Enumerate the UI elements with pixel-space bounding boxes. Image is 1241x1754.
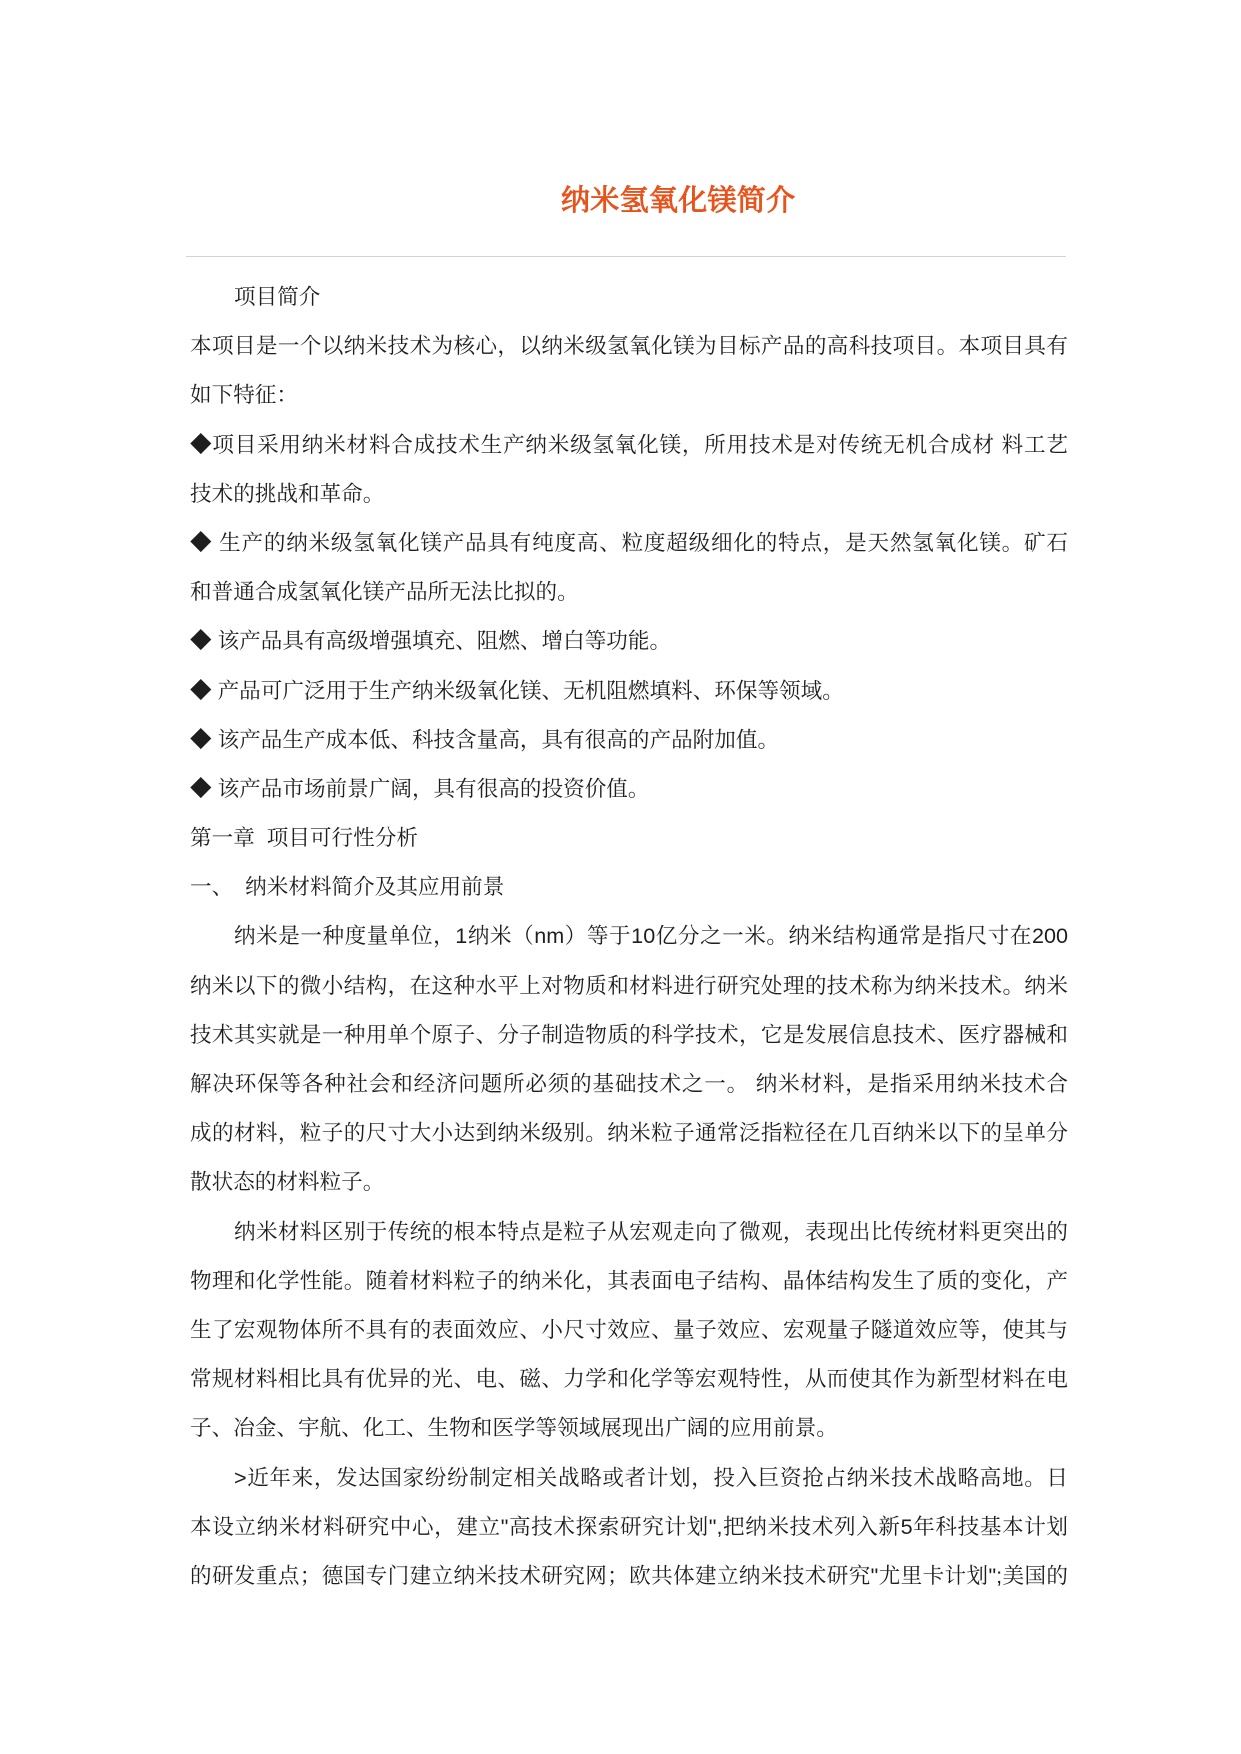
paragraph-line: 本设立纳米材料研究中心，建立"高技术探索研究计划",把纳米技术列入新5年科技基本计划 (190, 1513, 1068, 1539)
chapter-1 (190, 813, 1068, 1600)
paragraph-line: 纳米是一种度量单位，1纳米（nm）等于10亿分之一米。纳米结构通常是指尺寸在200 (234, 923, 1068, 949)
feature-line: 和普通合成氢氧化镁产品所无法比拟的。 (190, 579, 579, 605)
feature-item (190, 715, 1068, 764)
document-title: 纳米氢氧化镁简介 (561, 185, 796, 217)
feature-line: 技术的挑战和革命。 (190, 480, 385, 506)
paragraph-line: 物理和化学性能。随着材料粒子的纳米化，其表面电子结构、晶体结构发生了质的变化，产 (190, 1267, 1068, 1293)
paragraph (190, 1207, 1068, 1453)
paragraph-line: 解决环保等各种社会和经济问题所必须的基础技术之一。 纳米材料，是指采用纳米技术合 (190, 1071, 1068, 1096)
feature-item (190, 764, 1068, 813)
feature-line: ◆ 生产的纳米级氢氧化镁产品具有纯度高、粒度超级细化的特点，是天然氢氧化镁。矿石 (190, 529, 1068, 555)
summary-line: 如下特征： (190, 382, 298, 408)
paragraph-line: 常规材料相比具有优异的光、电、磁、力学和化学等宏观特性，从而使其作为新型材料在电 (190, 1366, 1068, 1392)
feature-line: ◆ 该产品生产成本低、科技含量高，具有很高的产品附加值。 (190, 726, 780, 752)
paragraph-line: 的研发重点；德国专门建立纳米技术研究网；欧共体建立纳米技术研究"尤里卡计划";美国的 (190, 1562, 1068, 1588)
feature-item (190, 666, 1068, 715)
paragraph-line: 技术其实就是一种用单个原子、分子制造物质的科学技术，它是发展信息技术、医疗器械和 (190, 1021, 1068, 1047)
paragraph-line: 生了宏观物体所不具有的表面效应、小尺寸效应、量子效应、宏观量子隧道效应等，使其与 (190, 1316, 1068, 1342)
feature-item (190, 616, 1068, 665)
paragraph-line: 成的材料，粒子的尺寸大小达到纳米级别。纳米粒子通常泛指粒径在几百纳米以下的呈单分 (190, 1120, 1068, 1146)
feature-line: ◆ 产品可广泛用于生产纳米级氧化镁、无机阻燃填料、环保等领域。 (190, 677, 844, 703)
section-heading: 一、 纳米材料简介及其应用前景 (190, 874, 505, 900)
paragraph-line: 子、冶金、宇航、化工、生物和医学等领域展现出广阔的应用前景。 (190, 1415, 838, 1441)
feature-item (190, 518, 1068, 616)
paragraph (190, 1453, 1068, 1601)
intro-heading: 项目简介 (234, 284, 321, 309)
paragraph-line: >近年来，发达国家纷纷制定相关战略或者计划，投入巨资抢占纳米技术战略高地。日 (234, 1464, 1068, 1490)
feature-line: ◆ 该产品具有高级增强填充、阻燃、增白等功能。 (190, 628, 672, 654)
paragraph-line: 散状态的材料粒子。 (190, 1169, 385, 1195)
document-body (190, 272, 1068, 1600)
chapter-heading: 第一章 项目可行性分析 (190, 825, 418, 851)
feature-line: ◆项目采用纳米材料合成技术生产纳米级氢氧化镁，所用技术是对传统无机合成材 料工艺 (190, 431, 1068, 457)
feature-line: ◆ 该产品市场前景广阔，具有很高的投资价值。 (190, 775, 650, 801)
project-intro (190, 272, 1068, 813)
title-divider (186, 256, 1066, 257)
paragraph-line: 纳米以下的微小结构，在这种水平上对物质和材料进行研究处理的技术称为纳米技术。纳米 (190, 972, 1068, 998)
paragraph (190, 911, 1068, 1206)
summary-line: 本项目是一个以纳米技术为核心，以纳米级氢氧化镁为目标产品的高科技项目。本项目具有 (190, 333, 1068, 359)
feature-item (190, 420, 1068, 518)
paragraph-line: 纳米材料区别于传统的根本特点是粒子从宏观走向了微观，表现出比传统材料更突出的 (234, 1218, 1068, 1244)
